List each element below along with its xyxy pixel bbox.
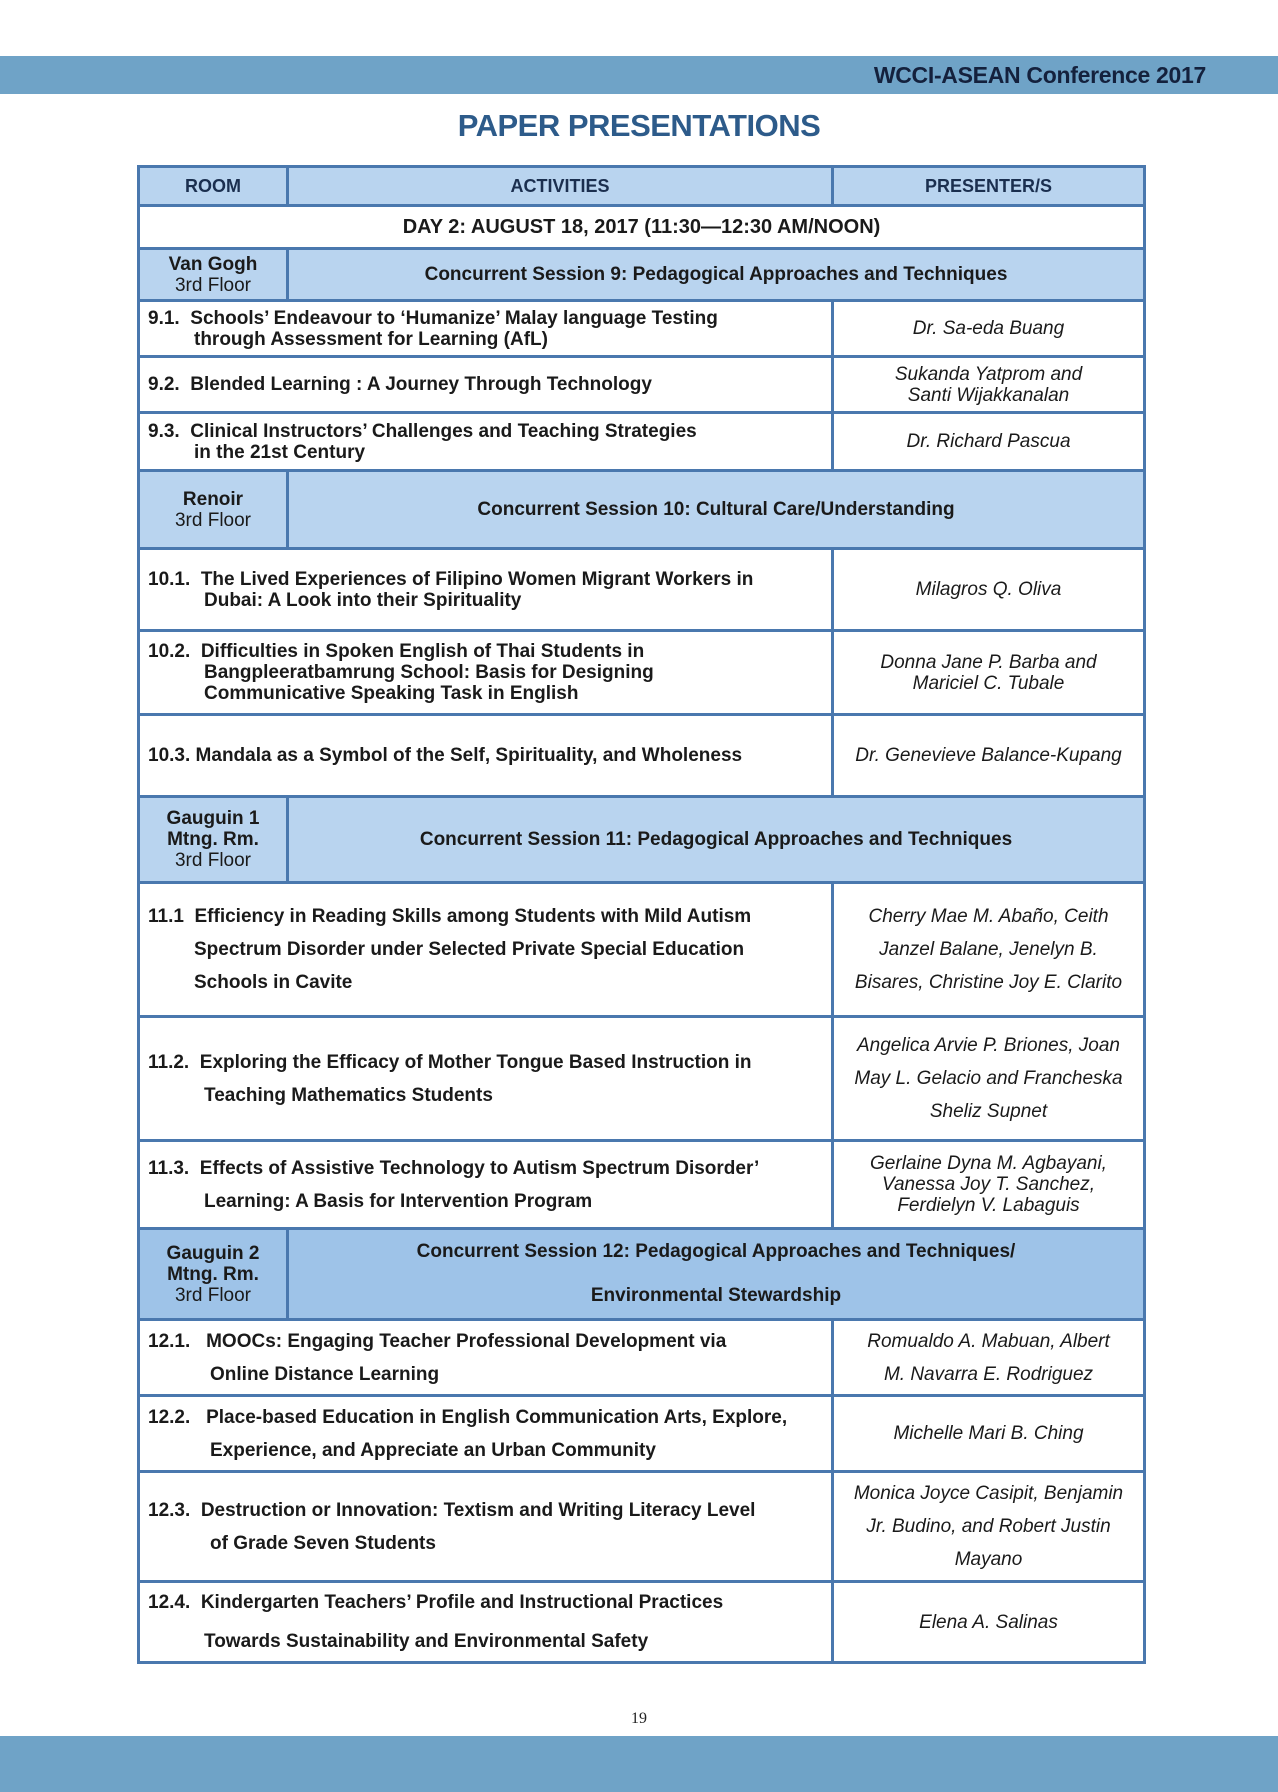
session-title: Concurrent Session 9: Pedagogical Approaches and Techniques <box>288 249 1145 301</box>
paper-presenters: Sukanda Yatprom and Santi Wijakkanalan <box>833 357 1145 413</box>
paper-title: 10.1. The Lived Experiences of Filipino Women Migrant Workers in Dubai: A Look into their Spirituality <box>139 549 833 631</box>
session-title: Concurrent Session 11: Pedagogical Approaches and Techniques <box>288 797 1145 883</box>
schedule-table <box>137 165 1146 1664</box>
paper-row <box>139 883 1145 1017</box>
session-room: Renoir 3rd Floor <box>139 471 288 549</box>
paper-row <box>139 1582 1145 1663</box>
column-header-activities: ACTIVITIES <box>288 167 833 206</box>
paper-presenters: Angelica Arvie P. Briones, Joan May L. Gelacio and Francheska Sheliz Supnet <box>833 1017 1145 1141</box>
header-band <box>0 56 1278 94</box>
session-title: Concurrent Session 12: Pedagogical Approaches and Techniques/ Environmental Stewardship <box>288 1229 1145 1320</box>
paper-title: 10.3. Mandala as a Symbol of the Self, Spirituality, and Wholeness <box>139 715 833 797</box>
session-header <box>139 1229 1145 1320</box>
paper-row <box>139 549 1145 631</box>
paper-presenters: Dr. Genevieve Balance-Kupang <box>833 715 1145 797</box>
paper-row <box>139 1472 1145 1582</box>
paper-title: 10.2. Difficulties in Spoken English of Thai Students in Bangpleeratbamrung School: Basis for Designing Communicative Speaking Task in English <box>139 631 833 715</box>
session-room: Gauguin 2 Mtng. Rm. 3rd Floor <box>139 1229 288 1320</box>
paper-title: 11.3. Effects of Assistive Technology to Autism Spectrum Disorder’ Learning: A Basis for Intervention Program <box>139 1141 833 1229</box>
paper-presenters: Milagros Q. Oliva <box>833 549 1145 631</box>
conference-name: WCCI-ASEAN Conference 2017 <box>873 62 1206 88</box>
paper-presenters: Donna Jane P. Barba and Mariciel C. Tubale <box>833 631 1145 715</box>
paper-title: 9.3. Clinical Instructors’ Challenges and Teaching Strategies in the 21st Century <box>139 413 833 471</box>
paper-presenters: Dr. Sa-eda Buang <box>833 301 1145 357</box>
paper-presenters: Romualdo A. Mabuan, Albert M. Navarra E. Rodriguez <box>833 1320 1145 1396</box>
paper-row <box>139 1017 1145 1141</box>
paper-title: 12.3. Destruction or Innovation: Textism and Writing Literacy Level of Grade Seven Students <box>139 1472 833 1582</box>
session-room: Van Gogh 3rd Floor <box>139 249 288 301</box>
session-header <box>139 471 1145 549</box>
page-number: 19 <box>631 1710 647 1727</box>
day-label: DAY 2: AUGUST 18, 2017 (11:30—12:30 AM/NOON) <box>139 206 1145 249</box>
paper-presenters: Cherry Mae M. Abaño, Ceith Janzel Balane, Jenelyn B. Bisares, Christine Joy E. Clarito <box>833 883 1145 1017</box>
paper-title: 11.2. Exploring the Efficacy of Mother Tongue Based Instruction in Teaching Mathematics Students <box>139 1017 833 1141</box>
session-room: Gauguin 1 Mtng. Rm. 3rd Floor <box>139 797 288 883</box>
paper-presenters: Dr. Richard Pascua <box>833 413 1145 471</box>
paper-title: 9.1. Schools’ Endeavour to ‘Humanize’ Malay language Testing through Assessment for Learning (AfL) <box>139 301 833 357</box>
paper-title: 12.1. MOOCs: Engaging Teacher Professional Development via Online Distance Learning <box>139 1320 833 1396</box>
paper-presenters: Gerlaine Dyna M. Agbayani, Vanessa Joy T. Sanchez, Ferdielyn V. Labaguis <box>833 1141 1145 1229</box>
paper-row <box>139 715 1145 797</box>
day-row <box>139 206 1145 249</box>
column-header-room: ROOM <box>139 167 288 206</box>
paper-presenters: Michelle Mari B. Ching <box>833 1396 1145 1472</box>
paper-row <box>139 1141 1145 1229</box>
column-header-presenters: PRESENTER/S <box>833 167 1145 206</box>
page-title: PAPER PRESENTATIONS <box>457 108 821 143</box>
paper-title: 12.4. Kindergarten Teachers’ Profile and Instructional Practices Towards Sustainability and Environmental Safety <box>139 1582 833 1663</box>
paper-row <box>139 1320 1145 1396</box>
session-header <box>139 797 1145 883</box>
footer-band <box>0 1736 1278 1792</box>
paper-title: 9.2. Blended Learning : A Journey Through Technology <box>139 357 833 413</box>
paper-row <box>139 1396 1145 1472</box>
paper-row <box>139 301 1145 357</box>
paper-row <box>139 413 1145 471</box>
paper-title: 12.2. Place-based Education in English Communication Arts, Explore, Experience, and Appreciate an Urban Community <box>139 1396 833 1472</box>
paper-title: 11.1 Efficiency in Reading Skills among Students with Mild Autism Spectrum Disorder under Selected Private Special Education Schools in Cavite <box>139 883 833 1017</box>
session-title: Concurrent Session 10: Cultural Care/Understanding <box>288 471 1145 549</box>
session-header <box>139 249 1145 301</box>
paper-row <box>139 631 1145 715</box>
table-header-row <box>139 167 1145 206</box>
paper-presenters: Elena A. Salinas <box>833 1582 1145 1663</box>
paper-row <box>139 357 1145 413</box>
paper-presenters: Monica Joyce Casipit, Benjamin Jr. Budino, and Robert Justin Mayano <box>833 1472 1145 1582</box>
